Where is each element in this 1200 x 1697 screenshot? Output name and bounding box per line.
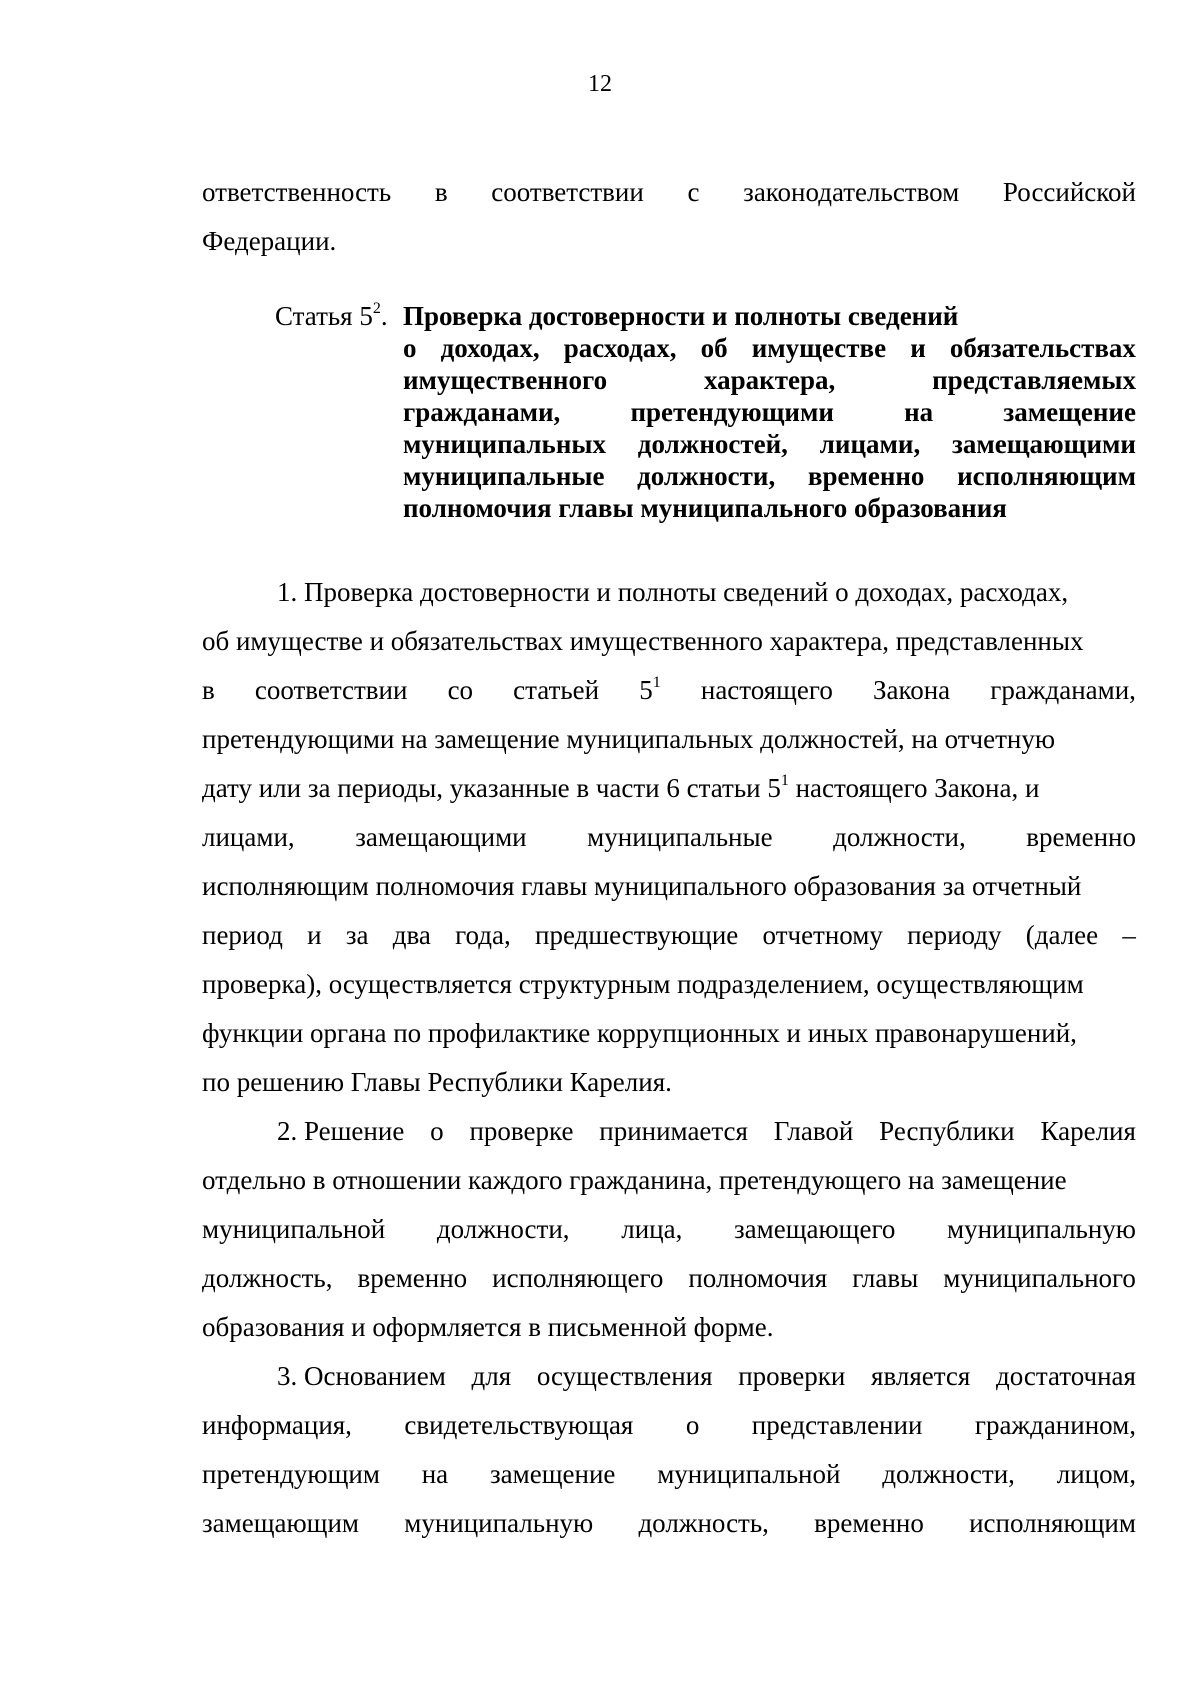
intro-line-1: [202, 168, 1136, 217]
word: должность,: [202, 1263, 333, 1293]
paragraph-2-line: [202, 1205, 1136, 1254]
paragraph-2-line: отдельно в отношении каждого гражданина, претендующего на замещение: [202, 1165, 1067, 1195]
article-title-line: [403, 332, 1136, 364]
word: обязательствах: [949, 333, 1136, 363]
word: с: [687, 177, 700, 207]
word: осуществления: [536, 1361, 713, 1391]
word: гражданами,: [403, 397, 561, 427]
word: о: [430, 1116, 444, 1146]
word: Республики: [879, 1116, 1015, 1146]
article-reference: $5^1$: [639, 674, 661, 705]
word: полномочия главы муниципального образования: [403, 493, 1007, 523]
word: лицами,: [202, 822, 295, 852]
word: должности,: [882, 1459, 1015, 1489]
word: замещение: [490, 1459, 616, 1489]
word: временно: [814, 1508, 924, 1538]
word: замещающими: [952, 429, 1136, 459]
word: для: [471, 1361, 512, 1391]
word: и: [910, 333, 926, 363]
word: Российской: [1002, 177, 1136, 207]
word: временно: [1026, 822, 1136, 852]
word: муниципальной: [202, 1214, 386, 1244]
word: замещающего: [734, 1214, 896, 1244]
word: об: [700, 333, 728, 363]
paragraph-2-line: образования и оформляется в письменной форме.: [202, 1312, 774, 1342]
word: представляемых: [932, 365, 1136, 395]
word: временно: [807, 461, 925, 491]
word: свидетельствующая: [404, 1410, 634, 1440]
word: о: [403, 333, 417, 363]
paragraph-1-line: дату или за периоды, указанные в части 6 статьи $5^1$ настоящего Закона, и: [202, 772, 1040, 803]
word: года,: [455, 920, 511, 950]
word: имуществе: [751, 333, 887, 363]
word: представлении: [751, 1410, 923, 1440]
intro-text: [202, 168, 1136, 266]
paragraph-2-line: [202, 1254, 1136, 1303]
word: настоящего: [700, 675, 833, 705]
word: должность,: [638, 1508, 769, 1538]
paragraph-3-line: [202, 1352, 1136, 1401]
word: замещающим: [202, 1508, 359, 1538]
paragraph-3-line: [202, 1499, 1136, 1548]
word: лицом,: [1056, 1459, 1136, 1489]
paragraph-1-line: об имуществе и обязательствах имущественного характера, представленных: [202, 626, 1084, 656]
word: замещение: [1003, 397, 1136, 427]
article-title-line: [403, 460, 1136, 492]
word: законодательством: [743, 177, 960, 207]
paragraph-1-line: [202, 813, 1136, 862]
word: исполняющим: [957, 461, 1136, 491]
word: и: [307, 920, 322, 950]
word: лица,: [621, 1214, 683, 1244]
word: муниципальные: [403, 461, 605, 491]
word: период: [202, 920, 283, 950]
word: предшествующие: [535, 920, 739, 950]
word: муниципальной: [657, 1459, 841, 1489]
article-title-line: [403, 396, 1136, 428]
word: расходах,: [563, 333, 677, 363]
paragraph-1-line: 1. Проверка достоверности и полноты сведений о доходах, расходах,: [277, 577, 1069, 607]
word: исполняющим: [969, 1508, 1136, 1538]
word: проверке: [469, 1116, 574, 1146]
word: соответствии: [491, 177, 644, 207]
paragraph-3-line: [202, 1450, 1136, 1499]
article-title-line: [403, 492, 1136, 524]
word: претендующим: [202, 1459, 380, 1489]
article-body: [202, 568, 1136, 1548]
page-number: 12: [588, 71, 612, 97]
word: информация,: [202, 1410, 352, 1440]
paragraph-1-line: проверка), осуществляется структурным подразделением, осуществляющим: [202, 969, 1084, 999]
word: Закона: [872, 675, 951, 705]
paragraph-3-line: [202, 1401, 1136, 1450]
word: главы: [852, 1263, 919, 1293]
word: статьей: [513, 675, 600, 705]
word: должностей,: [637, 429, 788, 459]
word: Карелия: [1040, 1116, 1136, 1146]
word: муниципальных: [403, 429, 606, 459]
article-number: Статья $5^2$.: [275, 300, 388, 331]
word: за: [345, 920, 369, 950]
word: в: [434, 177, 448, 207]
word: лицами,: [819, 429, 921, 459]
word: является: [871, 1361, 971, 1391]
article-heading: [275, 300, 1136, 523]
word: должности,: [637, 461, 776, 491]
paragraph-1-line: [202, 911, 1136, 960]
article-title: [403, 332, 1136, 524]
word: гражданами,: [990, 675, 1136, 705]
word: имущественного: [403, 365, 608, 395]
word: 3. Основанием: [277, 1361, 446, 1391]
word: на: [904, 397, 934, 427]
word: исполняющего: [492, 1263, 664, 1293]
word: 2. Решение: [277, 1116, 405, 1146]
word: временно: [357, 1263, 468, 1293]
word: со: [447, 675, 474, 705]
word: замещающими: [355, 822, 527, 852]
article-title-line: [403, 428, 1136, 460]
word: муниципального: [943, 1263, 1136, 1293]
word: принимается: [599, 1116, 748, 1146]
paragraph-1-line: [202, 666, 1136, 715]
word: отчетному: [762, 920, 883, 950]
word: периоду: [907, 920, 1002, 950]
word: должности,: [833, 822, 966, 852]
paragraph-1-line: претендующими на замещение муниципальных должностей, на отчетную: [202, 724, 1056, 754]
paragraph-1-line: функции органа по профилактике коррупционных и иных правонарушений,: [202, 1018, 1077, 1048]
word: муниципальную: [404, 1508, 594, 1538]
article-title-first-line: Проверка достоверности и полноты сведений: [403, 301, 959, 331]
word: характера,: [703, 365, 836, 395]
word: полномочия: [688, 1263, 828, 1293]
word: претендующими: [630, 397, 834, 427]
paragraph-1-line: по решению Главы Республики Карелия.: [202, 1067, 672, 1097]
word: гражданином,: [974, 1410, 1136, 1440]
word: –: [1122, 920, 1136, 950]
word: ответственность: [202, 177, 392, 207]
word: проверки: [738, 1361, 846, 1391]
article-title-line: [403, 364, 1136, 396]
word: соответствии: [254, 675, 408, 705]
word: Федерации.: [202, 226, 337, 256]
word: (далее: [1025, 920, 1099, 950]
word: два: [392, 920, 431, 950]
word: в: [202, 675, 215, 705]
word: должности,: [436, 1214, 570, 1244]
word: достаточная: [995, 1361, 1136, 1391]
word: о: [685, 1410, 700, 1440]
word: муниципальную: [947, 1214, 1136, 1244]
paragraph-2-line: [202, 1107, 1136, 1156]
word: на: [421, 1459, 449, 1489]
paragraph-1-line: исполняющим полномочия главы муниципального образования за отчетный: [202, 871, 1082, 901]
word: муниципальные: [587, 822, 773, 852]
word: Главой: [773, 1116, 854, 1146]
intro-line-2: [202, 217, 1136, 266]
word: доходах,: [440, 333, 540, 363]
